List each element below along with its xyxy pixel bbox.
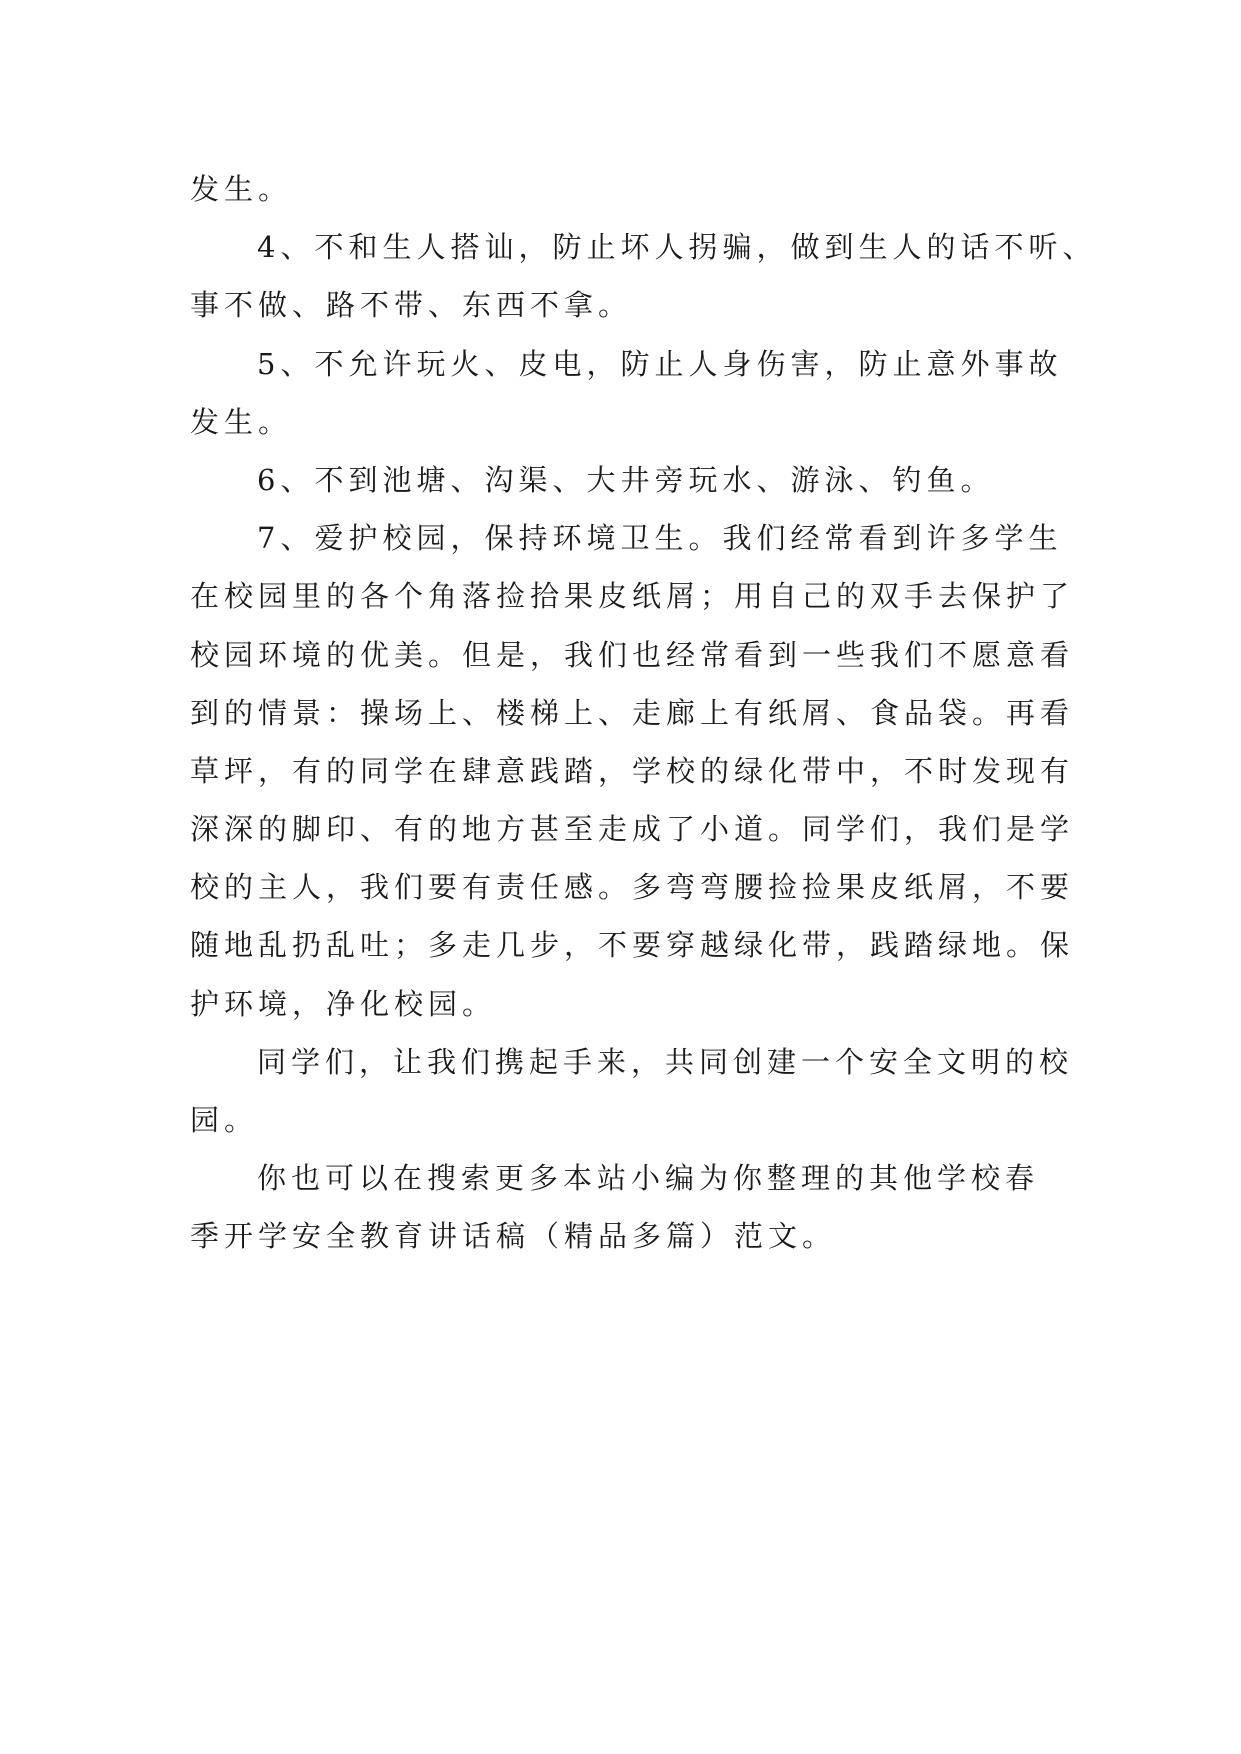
text-line: 7、爱护校园，保持环境卫生。我们经常看到许多学生 bbox=[257, 521, 1063, 556]
text-line: 发生。 bbox=[190, 404, 293, 439]
text-line: 5、不允许玩火、皮电，防止人身伤害，防止意外事故 bbox=[257, 346, 1063, 381]
text-line: 在校园里的各个角落捡拾果皮纸屑；用自己的双手去保护了 bbox=[190, 579, 1075, 614]
document-body bbox=[190, 160, 1097, 1266]
text-line: 4、不和生人搭讪，防止坏人拐骗，做到生人的话不听、 bbox=[257, 230, 1097, 265]
text-line: 事不做、路不带、东西不拿。 bbox=[190, 288, 633, 323]
text-line: 同学们，让我们携起手来，共同创建一个安全文明的校 bbox=[257, 1044, 1074, 1079]
text-line: 校园环境的优美。但是，我们也经常看到一些我们不愿意看 bbox=[190, 637, 1075, 672]
text-line: 随地乱扔乱吐；多走几步，不要穿越绿化带，践踏绿地。保 bbox=[190, 928, 1075, 963]
text-line: 6、不到池塘、沟渠、大井旁玩水、游泳、钓鱼。 bbox=[257, 462, 995, 497]
text-line: 发生。 bbox=[190, 172, 293, 206]
text-line: 园。 bbox=[190, 1103, 259, 1137]
text-line: 护环境，净化校园。 bbox=[190, 986, 497, 1021]
text-line: 校的主人，我们要有责任感。多弯弯腰捡捡果皮纸屑，不要 bbox=[190, 870, 1075, 905]
text-line: 你也可以在搜索更多本站小编为你整理的其他学校春 bbox=[257, 1161, 1040, 1196]
text-line: 季开学安全教育讲话稿（精品多篇）范文。 bbox=[190, 1219, 837, 1254]
text-line: 到的情景：操场上、楼梯上、走廊上有纸屑、食品袋。再看 bbox=[190, 695, 1075, 730]
text-line: 草坪，有的同学在肆意践踏，学校的绿化带中，不时发现有 bbox=[190, 753, 1075, 788]
text-line: 深深的脚印、有的地方甚至走成了小道。同学们，我们是学 bbox=[190, 812, 1075, 847]
